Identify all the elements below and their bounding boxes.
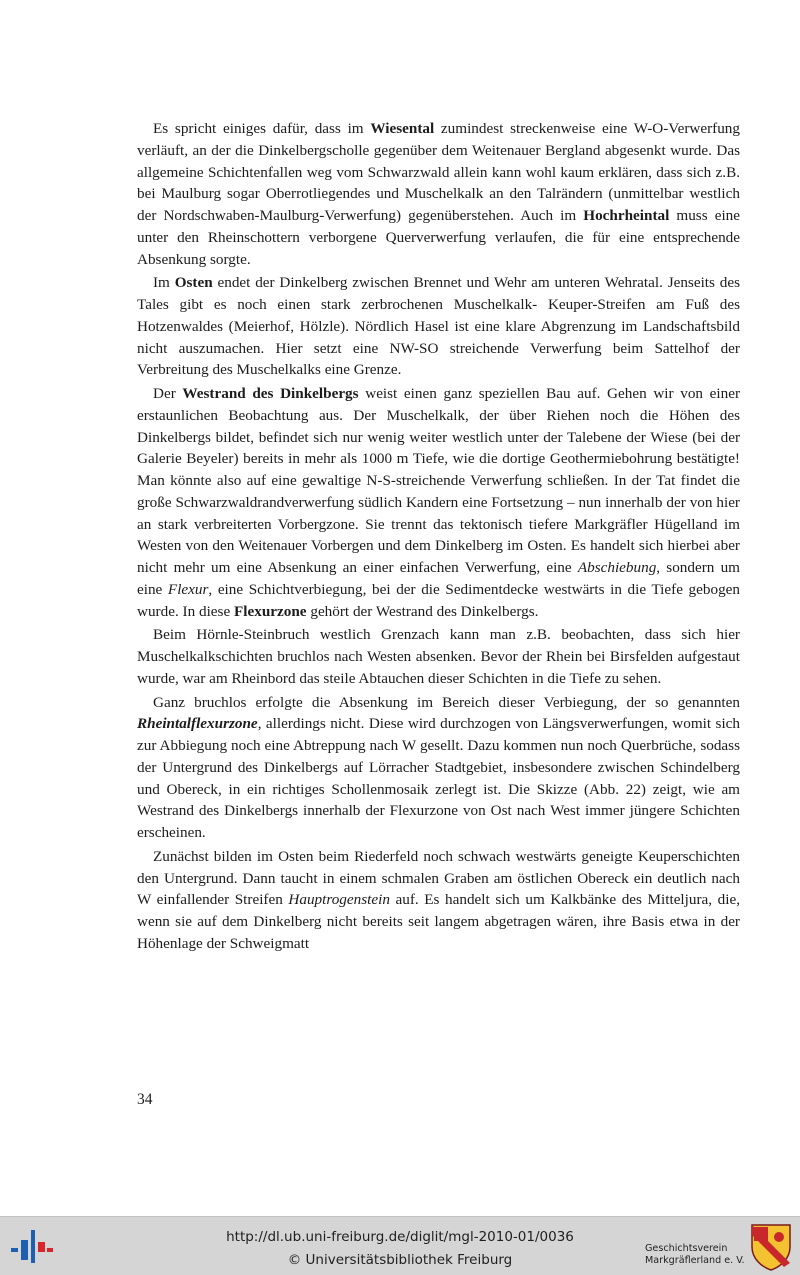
italic-term: Abschiebung [577,559,657,576]
text-run: Zunächst bilden im Osten beim Riederfeld noch schwach westwärts geneigte Keuperschichten den Untergrund. Dann taucht in einem schmalen Graben am östlichen Obereck ein deutlich nach W einfallender Streifen [137,847,740,909]
bold-term: Wiesental [370,120,435,137]
text-run: Beim Hörnle-Steinbruch westlich Grenzach kann man z.B. beobachten, dass sich hier Muschelkalkschichten bruchlos nach Westen absenken. Bevor der Rhein bei Birsfelden aufgestaut wurde, war am Rheinbord das steile Abtauchen dieser Schichten in die Tiefe zu sehen. [137,626,740,687]
text-run: Der [153,385,183,402]
viewer-footer [0,1216,800,1275]
paragraph [137,692,740,844]
page-body [137,118,740,955]
page-number: 34 [137,1091,153,1108]
paragraph [137,383,740,622]
text-run: , eine Schichtverbiegung, bei der die Sedimentdecke westwärts in die Tiefe gebogen wurde. In diese [137,580,741,620]
bold-italic-term: Rheintalflexurzone [137,715,258,733]
text-run: gehört der Westrand des Dinkelbergs. [306,602,539,620]
bold-term: Osten [174,274,213,292]
text-run: endet der Dinkelberg zwischen Brennet und Wehr am unteren Wehratal. Jenseits des Tales gibt es noch einen stark zerbrochenen Muschelkalk- Keuper-Streifen am Fuß des Hotzenwaldes (Meierhof, Hölzle). Nördlich Hasel ist eine klare Abgrenzung im Landschaftsbild nicht auszumachen. Hier setzt eine NW-SO streichende Verwerfung beim Sattelhof der Verbreitung des Muschelkalks eine Grenze. [137,274,741,379]
paragraph [137,846,740,955]
bold-term: Westrand des Dinkelbergs [182,385,359,402]
text-run: muss eine unter den Rheinschottern verborgene Querverwerfung verlaufen, die für eine entsprechende Absenkung sorgte. [137,207,740,268]
society-name-line: Geschichtsverein [645,1243,728,1254]
bold-term: Hochrheintal [583,207,670,224]
text-run: auf. Es handelt sich um Kalkbänke des Mitteljura, die, wenn sie auf dem Dinkelberg nicht bereits seit langem abgetragen wären, ihre Basis etwa in der Höhenlage der Schweigmatt [137,891,740,952]
text-run: Im [153,274,175,292]
paragraph [137,118,740,270]
society-name-line: Markgräflerland e. V. [645,1255,745,1266]
permalink-url[interactable]: http://dl.ub.uni-freiburg.de/diglit/mgl-2010-01/0036 [226,1229,574,1245]
text-run: zumindest streckenweise eine W-O-Verwerfung verläuft, an der die Dinkelbergscholle gegenüber dem Weitenauer Bergland abgesenkt wurde. Das allgemeine Schichtenfallen weg vom Schwarzwald allein kann wohl kaum erklären, dass sich z.B. bei Maulburg sogar Oberrotliegendes und Muschelkalk an den Talrändern (unmittelbar westlich der Nordschwaben-Maulburg-Verwerfung) gegenüberstehen. Auch im [137,120,740,224]
text-run: weist einen ganz speziellen Bau auf. Gehen wir von einer erstaunlichen Beobachtung aus. Der Muschelkalk, der über Riehen noch die Höhen des Dinkelbergs bildet, befindet sich nur wenig weiter westlich unter der Talebene der Wiese (bei der Galerie Beyeler) bereits in mehr als 1000 m Tiefe, wie die dortige Geothermiebohrung bestätigte! Man könnte also auf eine gewaltige N-S-streichende Verwerfung schließen. In der Tat findet die große Schwarzwaldrandverwerfung südlich Kandern eine Fortsetzung – nun innerhalb der von hier an stark verbreiterten Vorbergzone. Sie trennt das tektonisch tiefere Markgräfler Hügelland im Westen von den Weitenauer Vorbergen und dem Dinkelberg im Osten. Es handelt sich hierbei aber nicht mehr um eine Absenkung an einer einfachen Verwerfung, eine [137,385,741,576]
coat-of-arms-icon [750,1223,792,1271]
paragraph [137,624,740,689]
society-name [645,1243,745,1267]
italic-term: Hauptrogenstein [288,891,390,909]
paragraph [137,272,740,381]
text-run: Es spricht einiges dafür, dass im [153,120,371,137]
text-run: , allerdings nicht. Diese wird durchzogen von Längsverwerfungen, womit sich zur Abbiegung noch eine Abtreppung nach W gesellt. Dazu kommen nun noch Querbrüche, sodass der Untergrund des Dinkelbergs auf Lörracher Stadtgebiet, insbesondere zwischen Schindelberg und Obereck, in ein richtiges Schollenmosaik zerlegt ist. Die Skizze (Abb. 22) zeigt, wie am Westrand des Dinkelbergs innerhalb der Flexurzone von Ost nach West immer jüngere Schichten erscheinen. [137,715,740,841]
text-run: , sondern um eine [137,559,740,598]
copyright-text: © Universitätsbibliothek Freiburg [287,1252,513,1268]
text-run: Ganz bruchlos erfolgte die Absenkung im Bereich dieser Verbiegung, der so genannten [153,693,740,711]
bold-term: Flexurzone [234,602,307,620]
italic-term: Flexur [167,580,209,598]
